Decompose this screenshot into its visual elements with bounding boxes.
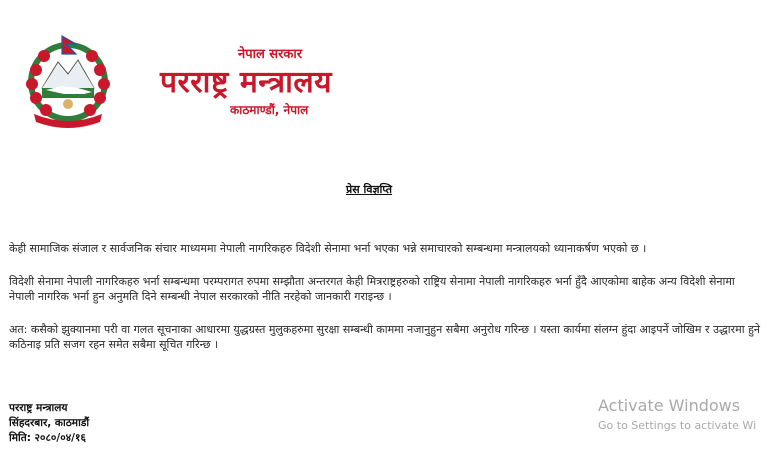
paragraph: अत: कसैको झुक्यानमा परी वा गलत सूचनाका आधारमा युद्धग्रस्त मुलुकहरुमा सुरक्षा सम्बन्धी काममा नजानुहुन सबैमा अनुरोध गरिन्छ । यस्ता कार्यमा संलग्न हुंदा आइपर्ने जोखिम र उद्धारमा हुने कठिनाइ प्रति सजग रहन समेत सबैमा सूचित गरिन्छ । (9, 323, 761, 351)
windows-activation-watermark (598, 396, 756, 432)
signature-block (9, 401, 89, 446)
signature-office: परराष्ट्र मन्त्रालय (9, 402, 68, 414)
paragraph: विदेशी सेनामा नेपाली नागरिकहरु भर्ना सम्बन्धमा परम्परागत रुपमा सम्झौता अन्तरगत केही मित्रराष्ट्रहरुको राष्ट्रिय सेनामा नेपाली नागरिकहरु भर्ना हुँदै आएकोमा बाहेक अन्य विदेशी सेनामा नेपाली नागरिक भर्ना हुन अनुमति दिने सम्बन्धी नेपाल सरकारको नीति नरहेको जानकारी गराइन्छ । (9, 275, 735, 303)
nepal-government-emblem (22, 34, 114, 128)
government-label: नेपाल सरकार (238, 47, 303, 62)
paragraph: केही सामाजिक संजाल र सार्वजनिक संचार माध्यममा नेपाली नागरिकहरु विदेशी सेनामा भर्ना भएका भन्ने समाचारको सम्बन्धमा मन्त्रालयको ध्यानाकर्षण भएको छ । (9, 242, 647, 255)
location-label: काठमाण्डौं, नेपाल (230, 103, 309, 117)
ministry-name: परराष्ट्र मन्त्रालय (160, 65, 333, 100)
watermark-title: Activate Windows (598, 396, 741, 415)
press-release-title: प्रेस विज्ञप्ति (346, 183, 393, 196)
watermark-subtitle: Go to Settings to activate Wi (598, 419, 757, 432)
signature-date: मिति: २०८०/०४/१६ (9, 432, 86, 444)
signature-address: सिंहदरबार, काठमाडौं (9, 417, 90, 429)
